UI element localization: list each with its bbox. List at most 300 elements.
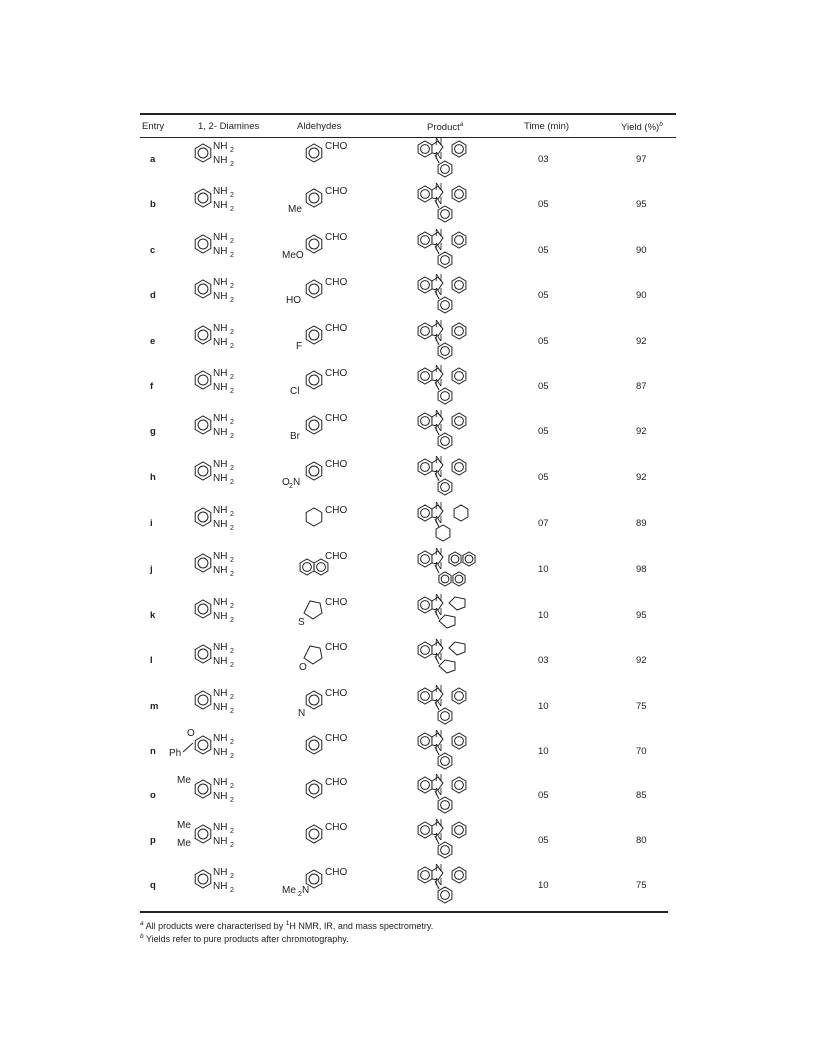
diamine-nh2-top-sub: 2 xyxy=(230,283,234,290)
aldehyde-structure xyxy=(282,640,362,676)
nitro-o-label: O xyxy=(282,477,290,488)
imidazole-n-top: N xyxy=(435,729,443,740)
aromatic-circle xyxy=(441,165,450,174)
aromatic-circle xyxy=(455,737,464,746)
diamine-nh2-top-sub: 2 xyxy=(230,783,234,790)
footnote-a-mark: a xyxy=(140,920,144,927)
imidazole-n-bottom: N xyxy=(435,832,443,843)
diamine-benzene-ring xyxy=(195,780,211,798)
time-value: 10 xyxy=(538,610,549,621)
diamine-nh2-top: NH xyxy=(213,642,228,653)
diamine-nh2-top-sub: 2 xyxy=(230,147,234,154)
time-value: 05 xyxy=(538,290,549,301)
yield-value: 90 xyxy=(636,245,647,256)
imidazole-n-bottom: N xyxy=(435,151,443,162)
entry-label: d xyxy=(150,290,156,301)
nitro-n-label: N xyxy=(293,477,301,488)
diamine-benzene-ring xyxy=(195,691,211,709)
top-rule xyxy=(140,113,676,115)
aromatic-circle xyxy=(421,601,430,610)
aromatic-circle xyxy=(421,509,430,518)
header-time: Time (min) xyxy=(524,121,570,132)
imidazole-n-top: N xyxy=(435,319,443,330)
aldehyde-benzene-ring xyxy=(306,780,322,798)
imidazole-n-top: N xyxy=(435,773,443,784)
product-structure xyxy=(385,364,515,414)
yield-value: 92 xyxy=(636,336,647,347)
product-structure xyxy=(385,501,515,551)
aldehyde-structure xyxy=(282,820,362,856)
aldehyde-benzene-ring xyxy=(306,462,322,480)
methyl-label: Me xyxy=(177,820,191,831)
time-value: 05 xyxy=(538,381,549,392)
diamine-nh2-top-sub: 2 xyxy=(230,648,234,655)
entry-label: g xyxy=(150,426,156,437)
diamine-nh2-top-sub: 2 xyxy=(230,739,234,746)
imidazole-n-top: N xyxy=(435,137,443,148)
header-diamines: 1, 2- Diamines xyxy=(198,121,260,132)
imidazole-n-bottom: N xyxy=(435,287,443,298)
aromatic-circle xyxy=(198,829,208,839)
yield-value: 98 xyxy=(636,564,647,575)
aromatic-circle xyxy=(421,281,430,290)
nitro-sub: 2 xyxy=(289,483,293,490)
diamine-nh2-top-sub: 2 xyxy=(230,694,234,701)
aldehyde-structure xyxy=(282,775,362,811)
benzyl-cyclohexane-ring xyxy=(436,525,450,541)
imidazole-n-top: N xyxy=(435,863,443,874)
footnote-b-text: Yields refer to pure products after chromotography. xyxy=(143,934,349,944)
product-structure xyxy=(385,684,515,734)
entry-label: a xyxy=(150,154,156,165)
diamine-nh2-bottom-sub: 2 xyxy=(230,479,234,486)
aromatic-circle xyxy=(317,563,326,572)
aromatic-circle xyxy=(421,781,430,790)
aromatic-circle xyxy=(455,281,464,290)
aldehyde-structure xyxy=(282,321,362,357)
diamine-benzene-ring xyxy=(195,645,211,663)
yield-value: 87 xyxy=(636,381,647,392)
time-value: 05 xyxy=(538,336,549,347)
time-value: 05 xyxy=(538,245,549,256)
imidazole-n-bottom: N xyxy=(435,652,443,663)
aromatic-circle xyxy=(309,874,319,884)
aromatic-circle xyxy=(198,239,208,249)
carbonyl-o-label: O xyxy=(187,728,195,739)
aldehyde-structure xyxy=(282,549,362,585)
diamine-nh2-top-sub: 2 xyxy=(230,557,234,564)
diamine-structure xyxy=(165,139,245,175)
diamine-structure xyxy=(165,321,245,357)
time-value: 07 xyxy=(538,518,549,529)
aromatic-circle xyxy=(198,375,208,385)
aromatic-circle xyxy=(421,555,430,564)
footnote-b xyxy=(140,933,349,944)
diamine-nh2-bottom-sub: 2 xyxy=(230,797,234,804)
product-structure xyxy=(385,818,515,868)
diamine-structure xyxy=(165,820,245,856)
diamine-nh2-bottom: NH xyxy=(213,565,228,576)
diamine-nh2-bottom-sub: 2 xyxy=(230,753,234,760)
aromatic-circle xyxy=(441,392,450,401)
diamine-nh2-bottom: NH xyxy=(213,427,228,438)
cho-label: CHO xyxy=(325,141,348,152)
diamine-benzene-ring xyxy=(195,554,211,572)
time-value: 10 xyxy=(538,880,549,891)
aldehyde-structure xyxy=(282,275,362,311)
yield-value: 70 xyxy=(636,746,647,757)
imidazole-n-top: N xyxy=(435,547,443,558)
header-yield xyxy=(621,121,663,133)
diamine-nh2-bottom-sub: 2 xyxy=(230,525,234,532)
diamine-nh2-bottom-sub: 2 xyxy=(230,662,234,669)
yield-value: 95 xyxy=(636,610,647,621)
imidazole-n-bottom: N xyxy=(435,877,443,888)
aromatic-circle xyxy=(441,712,450,721)
aromatic-circle xyxy=(441,347,450,356)
imidazole-n-bottom: N xyxy=(435,469,443,480)
diamine-nh2-bottom: NH xyxy=(213,836,228,847)
product-structure xyxy=(385,228,515,278)
aromatic-circle xyxy=(198,466,208,476)
diamine-nh2-top: NH xyxy=(213,186,228,197)
aromatic-circle xyxy=(309,829,319,839)
entry-label: i xyxy=(150,518,153,529)
aromatic-circle xyxy=(421,463,430,472)
imidazole-n-top: N xyxy=(435,501,443,512)
imidazole-n-bottom: N xyxy=(435,242,443,253)
diamine-benzene-ring xyxy=(195,144,211,162)
product-structure xyxy=(385,319,515,369)
methyl-label: Me xyxy=(288,204,302,215)
footnote-a-text-2: H NMR, IR, and mass spectrometry. xyxy=(289,921,434,931)
imidazole-n-top: N xyxy=(435,273,443,284)
aryl-cyclohexane-ring xyxy=(454,505,468,521)
cho-label: CHO xyxy=(325,368,348,379)
time-value: 05 xyxy=(538,835,549,846)
diamine-nh2-top: NH xyxy=(213,459,228,470)
diamine-structure xyxy=(165,728,245,767)
diamine-nh2-top: NH xyxy=(213,323,228,334)
aromatic-circle xyxy=(441,846,450,855)
aromatic-circle xyxy=(198,604,208,614)
product-structure xyxy=(385,593,515,643)
diamine-nh2-bottom-sub: 2 xyxy=(230,161,234,168)
oxygen-label: O xyxy=(299,662,307,673)
cho-label: CHO xyxy=(325,733,348,744)
aldehyde-benzene-ring xyxy=(306,280,322,298)
product-structure xyxy=(385,863,515,913)
diamine-nh2-bottom-sub: 2 xyxy=(230,297,234,304)
aromatic-circle xyxy=(455,372,464,381)
diamine-nh2-bottom-sub: 2 xyxy=(230,433,234,440)
aromatic-circle xyxy=(309,695,319,705)
diamine-nh2-bottom-sub: 2 xyxy=(230,617,234,624)
aromatic-circle xyxy=(198,740,208,750)
entry-label: j xyxy=(150,564,153,575)
diamine-nh2-bottom: NH xyxy=(213,702,228,713)
aromatic-circle xyxy=(309,148,319,158)
cho-label: CHO xyxy=(325,551,348,562)
aromatic-circle xyxy=(198,649,208,659)
bromo-label: Br xyxy=(290,431,300,442)
diamine-nh2-bottom-sub: 2 xyxy=(230,252,234,259)
yield-value: 80 xyxy=(636,835,647,846)
diamine-benzene-ring xyxy=(195,462,211,480)
aromatic-circle xyxy=(421,826,430,835)
product-structure xyxy=(385,182,515,232)
aromatic-circle xyxy=(198,193,208,203)
diamine-nh2-bottom: NH xyxy=(213,291,228,302)
imidazole-n-top: N xyxy=(435,409,443,420)
imidazole-n-top: N xyxy=(435,638,443,649)
methoxy-label: MeO xyxy=(282,250,304,261)
diamine-nh2-bottom-sub: 2 xyxy=(230,842,234,849)
diamine-nh2-top-sub: 2 xyxy=(230,511,234,518)
diamine-nh2-bottom-sub: 2 xyxy=(230,343,234,350)
aromatic-circle xyxy=(421,692,430,701)
diamine-benzene-ring xyxy=(195,508,211,526)
five-ring xyxy=(304,601,322,619)
cho-label: CHO xyxy=(325,413,348,424)
aromatic-circle xyxy=(421,417,430,426)
yield-value: 75 xyxy=(636,701,647,712)
imidazole-n-bottom: N xyxy=(435,515,443,526)
aromatic-circle xyxy=(309,740,319,750)
diamine-nh2-top: NH xyxy=(213,413,228,424)
yield-value: 90 xyxy=(636,290,647,301)
header-aldehydes: Aldehydes xyxy=(297,121,342,132)
aldehyde-benzene-ring xyxy=(306,416,322,434)
cho-label: CHO xyxy=(325,505,348,516)
aromatic-circle xyxy=(455,236,464,245)
footnote-a-sup: 1 xyxy=(285,920,290,927)
entry-label: o xyxy=(150,790,156,801)
fluoro-label: F xyxy=(296,341,303,352)
yield-value: 92 xyxy=(636,426,647,437)
aromatic-circle xyxy=(455,417,464,426)
aromatic-circle xyxy=(455,190,464,199)
aldehyde-structure xyxy=(282,139,362,175)
aromatic-circle xyxy=(309,330,319,340)
diamine-structure xyxy=(165,366,245,402)
aromatic-circle xyxy=(198,420,208,430)
yield-value: 92 xyxy=(636,655,647,666)
diamine-nh2-bottom: NH xyxy=(213,382,228,393)
aldehyde-benzene-ring xyxy=(306,691,322,709)
imidazole-n-bottom: N xyxy=(435,698,443,709)
entry-label: p xyxy=(150,835,156,846)
aromatic-circle xyxy=(198,558,208,568)
product-structure xyxy=(385,455,515,505)
aromatic-circle xyxy=(309,784,319,794)
diamine-benzene-ring xyxy=(195,600,211,618)
aldehyde-benzene-ring xyxy=(306,144,322,162)
aromatic-circle xyxy=(441,301,450,310)
aromatic-circle xyxy=(303,563,312,572)
aldehyde-structure xyxy=(282,595,362,631)
aromatic-circle xyxy=(198,330,208,340)
aldehyde-structure xyxy=(282,457,362,493)
diamine-structure xyxy=(165,775,245,811)
aromatic-circle xyxy=(309,466,319,476)
aromatic-circle xyxy=(441,891,450,900)
aromatic-circle xyxy=(455,871,464,880)
diamine-nh2-top: NH xyxy=(213,368,228,379)
imidazole-n-bottom: N xyxy=(435,378,443,389)
entry-label: b xyxy=(150,199,156,210)
diamine-structure xyxy=(165,640,245,676)
product-structure xyxy=(385,638,515,688)
diamine-nh2-bottom: NH xyxy=(213,791,228,802)
aromatic-circle xyxy=(309,284,319,294)
aromatic-circle xyxy=(421,190,430,199)
aromatic-circle xyxy=(451,555,459,563)
diamine-nh2-bottom-sub: 2 xyxy=(230,887,234,894)
diamine-structure xyxy=(165,549,245,585)
product-structure xyxy=(385,729,515,779)
diamine-structure xyxy=(165,595,245,631)
aromatic-circle xyxy=(198,512,208,522)
product-structure xyxy=(385,409,515,459)
sulfur-label: S xyxy=(298,617,305,628)
aromatic-circle xyxy=(309,420,319,430)
yield-value: 85 xyxy=(636,790,647,801)
imidazole-n-top: N xyxy=(435,455,443,466)
aromatic-circle xyxy=(309,239,319,249)
yield-value: 75 xyxy=(636,880,647,891)
diamine-nh2-bottom-sub: 2 xyxy=(230,206,234,213)
imidazole-n-bottom: N xyxy=(435,607,443,618)
aromatic-circle xyxy=(455,145,464,154)
dimethylamino-label: Me xyxy=(282,885,296,896)
time-value: 05 xyxy=(538,472,549,483)
diamine-benzene-ring xyxy=(195,825,211,843)
diamine-nh2-bottom: NH xyxy=(213,519,228,530)
header-yield-label: Yield (%) xyxy=(621,122,660,134)
diamine-structure xyxy=(165,865,245,901)
aromatic-circle xyxy=(455,781,464,790)
aromatic-circle xyxy=(421,646,430,655)
diamine-nh2-bottom: NH xyxy=(213,747,228,758)
aromatic-circle xyxy=(421,145,430,154)
diamine-nh2-bottom-sub: 2 xyxy=(230,388,234,395)
aldehyde-structure xyxy=(282,184,362,220)
aromatic-circle xyxy=(421,871,430,880)
header-entry: Entry xyxy=(142,121,165,132)
imidazole-n-bottom: N xyxy=(435,561,443,572)
methyl-label: Me xyxy=(177,775,191,786)
entry-label: e xyxy=(150,336,156,347)
diamine-nh2-bottom: NH xyxy=(213,337,228,348)
diamine-nh2-top-sub: 2 xyxy=(230,828,234,835)
cho-label: CHO xyxy=(325,688,348,699)
cho-label: CHO xyxy=(325,822,348,833)
header-yield-sup: b xyxy=(659,121,663,128)
entry-label: f xyxy=(150,381,154,392)
diamine-nh2-bottom: NH xyxy=(213,611,228,622)
diamine-benzene-ring xyxy=(195,416,211,434)
diamine-structure xyxy=(165,457,245,493)
entry-label: k xyxy=(150,610,156,621)
footnote-b-mark: b xyxy=(140,933,144,940)
cho-label: CHO xyxy=(325,642,348,653)
aromatic-circle xyxy=(441,483,450,492)
diamine-nh2-top: NH xyxy=(213,505,228,516)
imidazole-n-bottom: N xyxy=(435,787,443,798)
ketone-bond xyxy=(183,743,193,752)
diamine-nh2-top-sub: 2 xyxy=(230,603,234,610)
aromatic-circle xyxy=(198,695,208,705)
time-value: 05 xyxy=(538,426,549,437)
diamine-nh2-top-sub: 2 xyxy=(230,374,234,381)
aromatic-circle xyxy=(309,375,319,385)
nitrogen-label: N xyxy=(298,708,306,719)
entry-label: c xyxy=(150,245,156,256)
cho-label: CHO xyxy=(325,323,348,334)
entry-label: h xyxy=(150,472,156,483)
diamine-nh2-top: NH xyxy=(213,232,228,243)
diamine-structure xyxy=(165,686,245,722)
diamine-benzene-ring xyxy=(195,280,211,298)
phenyl-label: Ph xyxy=(169,748,182,759)
diamine-nh2-top-sub: 2 xyxy=(230,419,234,426)
aldehyde-structure xyxy=(282,411,362,447)
header-product xyxy=(427,121,463,133)
aromatic-circle xyxy=(441,256,450,265)
diamine-nh2-top: NH xyxy=(213,551,228,562)
aromatic-circle xyxy=(198,784,208,794)
aromatic-circle xyxy=(421,327,430,336)
header-product-sup: a xyxy=(459,121,464,128)
cho-label: CHO xyxy=(325,186,348,197)
diamine-benzene-ring xyxy=(195,235,211,253)
diamine-nh2-bottom: NH xyxy=(213,473,228,484)
entry-label: n xyxy=(150,746,156,757)
aromatic-circle xyxy=(441,575,449,583)
time-value: 03 xyxy=(538,154,549,165)
diamine-nh2-bottom: NH xyxy=(213,155,228,166)
product-structure xyxy=(385,547,515,597)
entry-label: m xyxy=(150,701,159,712)
diamine-nh2-top: NH xyxy=(213,733,228,744)
cho-label: CHO xyxy=(325,277,348,288)
imidazole-n-top: N xyxy=(435,818,443,829)
aldehyde-structure xyxy=(282,503,362,539)
aromatic-circle xyxy=(441,757,450,766)
time-value: 10 xyxy=(538,701,549,712)
cho-label: CHO xyxy=(325,867,348,878)
cho-label: CHO xyxy=(325,597,348,608)
aldehyde-structure xyxy=(282,865,362,901)
aromatic-circle xyxy=(455,327,464,336)
aromatic-circle xyxy=(309,193,319,203)
dimethylamino-sub: 2 xyxy=(298,891,302,898)
hydroxy-label: HO xyxy=(286,295,301,306)
yield-value: 97 xyxy=(636,154,647,165)
imidazole-n-top: N xyxy=(435,182,443,193)
aromatic-circle xyxy=(441,210,450,219)
diamine-nh2-top-sub: 2 xyxy=(230,329,234,336)
aldehyde-structure xyxy=(282,686,362,722)
aromatic-circle xyxy=(455,463,464,472)
diamine-nh2-bottom: NH xyxy=(213,246,228,257)
diamine-nh2-top: NH xyxy=(213,867,228,878)
aryl-five-ring xyxy=(449,597,465,610)
yield-value: 89 xyxy=(636,518,647,529)
diamine-nh2-top-sub: 2 xyxy=(230,465,234,472)
aldehyde-structure xyxy=(282,366,362,402)
